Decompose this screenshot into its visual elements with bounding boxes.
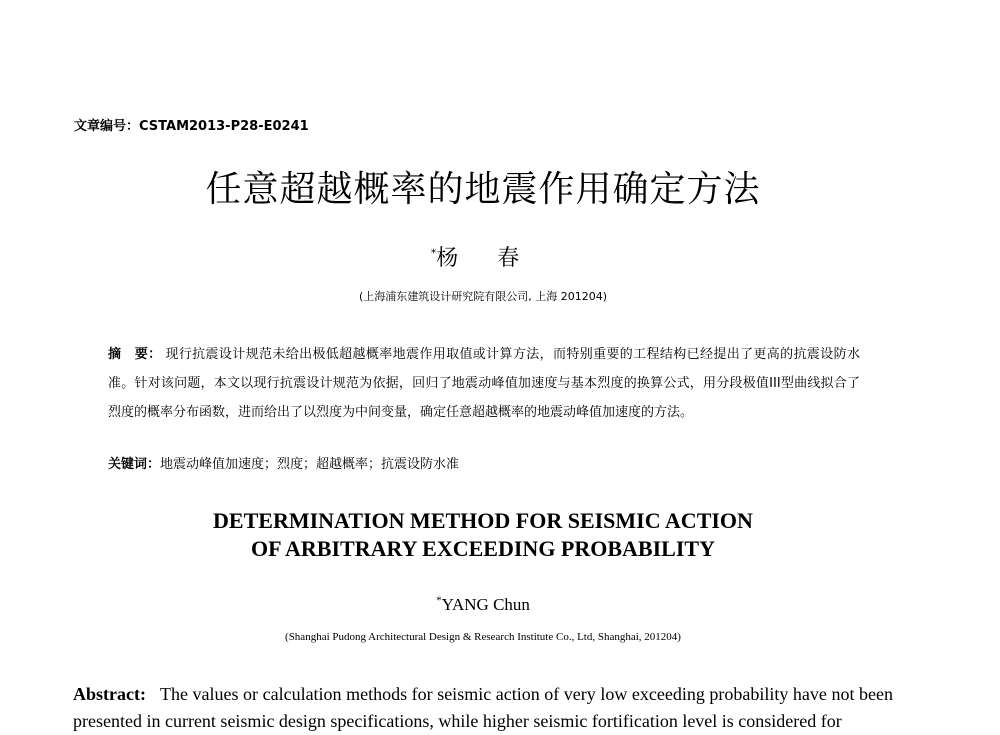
- english-author-name: YANG Chun: [441, 595, 530, 614]
- chinese-keywords-text: 地震动峰值加速度；烈度；超越概率；抗震设防水准: [160, 457, 460, 472]
- chinese-author-name: 杨 春: [436, 246, 536, 271]
- chinese-keywords: [108, 456, 860, 474]
- english-title-line-1: DETERMINATION METHOD FOR SEISMIC ACTION: [213, 508, 753, 533]
- english-title-line-2: OF ARBITRARY EXCEEDING PROBABILITY: [251, 536, 715, 561]
- english-abstract: [73, 681, 893, 735]
- chinese-title: 任意超越概率的地震作用确定方法: [205, 169, 761, 210]
- english-corresponding-author-mark: *: [436, 594, 442, 607]
- chinese-affiliation: (上海浦东建筑设计研究院有限公司, 上海 201204): [358, 290, 608, 303]
- english-affiliation: (Shanghai Pudong Architectural Design & Research Institute Co., Ltd, Shanghai, 201204): [285, 631, 681, 643]
- chinese-abstract-label: 摘 要：: [108, 347, 162, 362]
- english-author: [0, 594, 966, 616]
- english-title: [0, 507, 966, 563]
- chinese-abstract-text: 现行抗震设计规范未给出极低超越概率地震作用取值或计算方法，而特别重要的工程结构已经提出了更高的抗震设防水准。针对该问题，本文以现行抗震设计规范为依据，回归了地震动峰值加速度与基本烈度的换算公式，用分段极值III型曲线拟合了烈度的概率分布函数，进而给出了以烈度为中间变量，确定任意超越概率的地震动峰值加速度的方法。: [108, 347, 860, 420]
- corresponding-author-mark: *: [430, 246, 437, 260]
- article-number: 文章编号：CSTAM2013-P28-E0241: [74, 119, 309, 134]
- chinese-keywords-label: 关键词：: [108, 457, 161, 472]
- chinese-author: [0, 245, 966, 273]
- chinese-abstract: [108, 341, 860, 427]
- english-abstract-text: The values or calculation methods for seismic action of very low exceeding probability have not been presented in current seismic design specifications, while higher seismic fortification level is considered for: [73, 684, 893, 731]
- english-abstract-label: Abstract:: [73, 684, 146, 704]
